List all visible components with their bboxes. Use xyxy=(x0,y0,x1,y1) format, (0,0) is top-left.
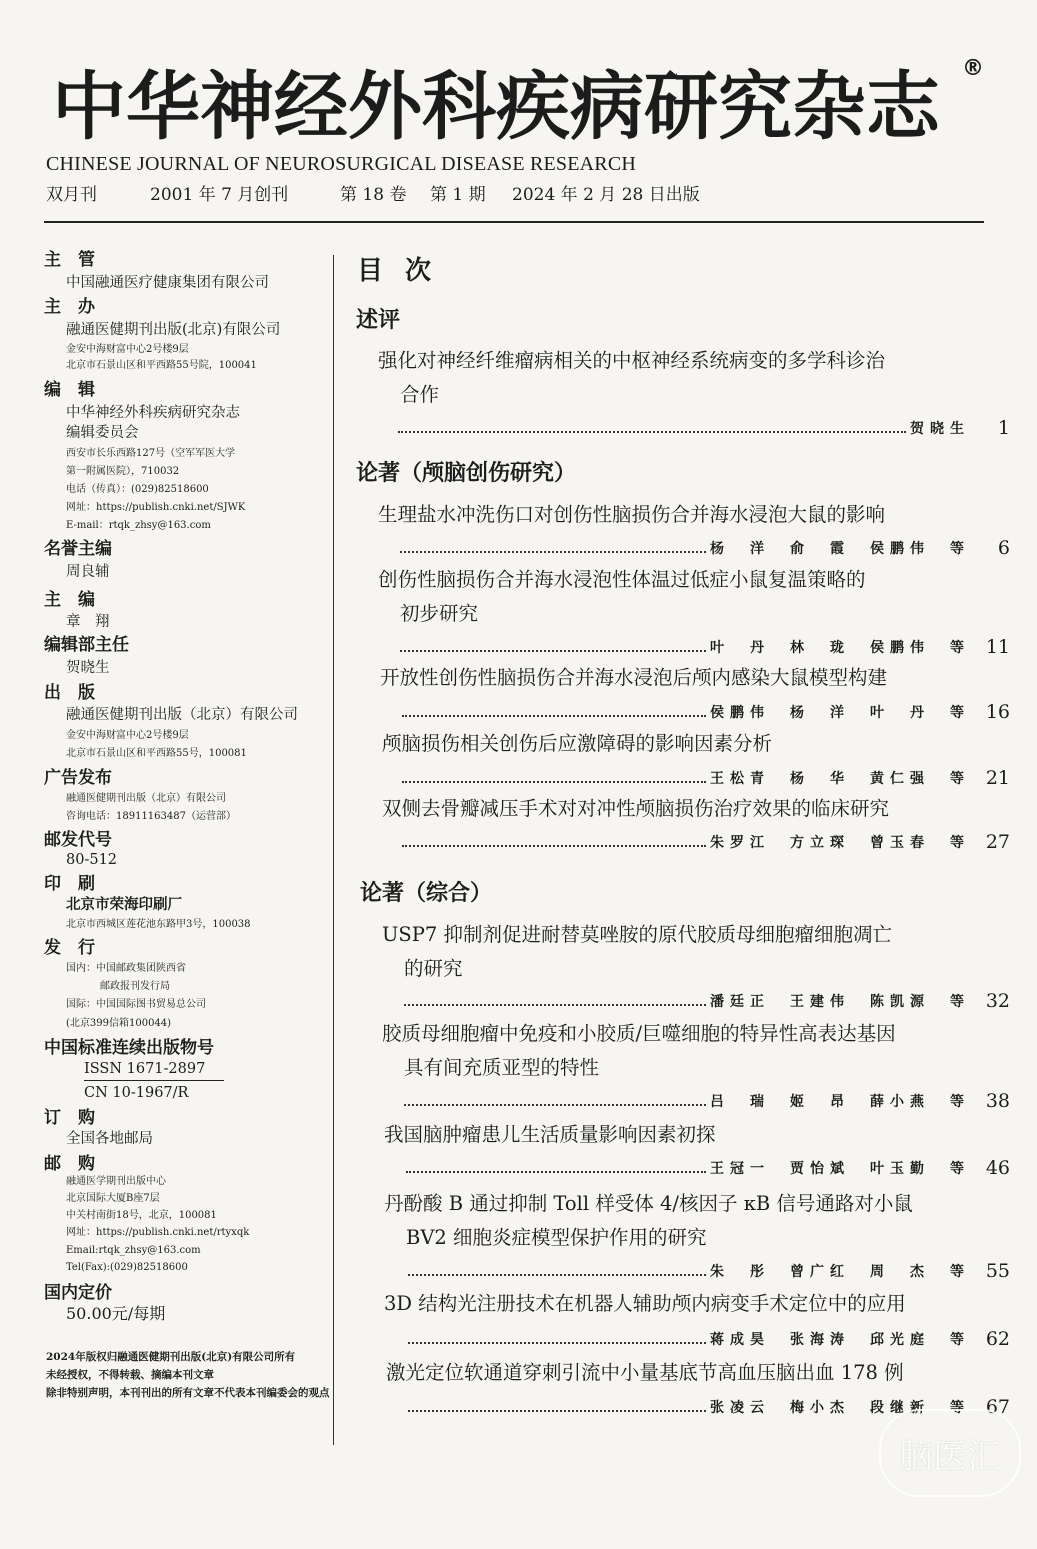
section-heading: 述评 xyxy=(356,308,401,333)
dot-leader xyxy=(408,1410,706,1412)
postcode-heading: 邮发代号 xyxy=(44,830,112,850)
editor-website: 网址：https://publish.cnki.net/SJWK xyxy=(66,502,246,513)
article-title-line-1: 我国脑肿瘤患儿生活质量影响因素初探 xyxy=(384,1123,716,1146)
article-title-line-1: 激光定位软通道穿刺引流中小量基底节高血压脑出血 178 例 xyxy=(386,1361,904,1384)
mail-order-value-6: Tel(Fax):(029)82518600 xyxy=(66,1262,188,1273)
dot-leader xyxy=(404,1104,706,1106)
dot-leader xyxy=(404,1004,706,1006)
article-authors: 叶 丹 林 珑 侯鹏伟 等 xyxy=(710,640,970,656)
article-page-number[interactable]: 1 xyxy=(997,417,1010,439)
registered-trademark-mark: ® xyxy=(962,56,984,81)
article-page-number[interactable]: 67 xyxy=(985,1396,1010,1418)
article-title[interactable] xyxy=(380,661,887,695)
article-authors: 朱罗江 方立琛 曾玉春 等 xyxy=(710,835,970,851)
article-title-line-2: 合作 xyxy=(400,383,440,406)
journal-title-english: CHINESE JOURNAL OF NEUROSURGICAL DISEASE RESEARCH xyxy=(46,153,637,175)
dot-leader xyxy=(400,650,706,652)
column-divider xyxy=(333,255,334,1445)
copyright-line-2: 未经授权，不得转载、摘编本刊文章 xyxy=(46,1369,214,1381)
publisher-value: 融通医健期刊出版（北京）有限公司 xyxy=(66,707,298,723)
honorary-editor-heading: 名誉主编 xyxy=(44,539,112,559)
pub-frequency: 双月刊 xyxy=(46,185,97,205)
mail-order-value-4: 网址：https://publish.cnki.net/rtyxqk xyxy=(66,1227,250,1238)
article-title[interactable] xyxy=(384,1287,906,1321)
editorial-director-heading: 编辑部主任 xyxy=(44,635,129,655)
publisher-heading: 出 版 xyxy=(44,683,95,703)
article-byline xyxy=(408,1255,1010,1283)
honorary-editor-value: 周良辅 xyxy=(66,564,110,580)
editor-phone: 电话（传真）：(029)82518600 xyxy=(66,484,209,495)
article-title-line-1: 颅脑损伤相关创伤后应激障碍的影响因素分析 xyxy=(382,732,773,755)
ads-value-1: 融通医健期刊出版（北京）有限公司 xyxy=(66,793,226,804)
sponsor-value: 融通医健期刊出版(北京)有限公司 xyxy=(66,322,281,338)
article-title[interactable] xyxy=(382,792,889,826)
article-title-line-2: 初步研究 xyxy=(400,602,479,625)
mail-order-value-2: 北京国际大厦B座7层 xyxy=(66,1193,160,1204)
article-authors: 王冠一 贾怡斌 叶玉勤 等 xyxy=(710,1161,970,1177)
dot-leader xyxy=(398,431,906,433)
sponsor-address-1: 金安中海财富中心2号楼9层 xyxy=(66,344,189,355)
sponsor-address-2: 北京市石景山区和平西路55号院，100041 xyxy=(66,360,257,371)
toc-heading: 目次 xyxy=(357,256,454,286)
article-byline xyxy=(398,412,1010,440)
section-heading: 论著（颅脑创伤研究） xyxy=(356,461,577,486)
article-title[interactable] xyxy=(382,1017,896,1085)
dot-leader xyxy=(400,551,706,553)
watermark-logo: 脑医汇 xyxy=(879,1409,1021,1497)
article-title[interactable] xyxy=(384,1118,716,1152)
pub-founded: 2001 年 7 月创刊 xyxy=(150,185,289,205)
dot-leader xyxy=(402,845,706,847)
article-page-number[interactable]: 62 xyxy=(985,1328,1010,1350)
article-byline xyxy=(406,1152,1010,1180)
editor-address-1: 西安市长乐西路127号（空军军医大学 xyxy=(66,448,236,459)
sponsor-heading: 主 办 xyxy=(44,297,95,317)
copyright-line-3: 除非特别声明，本刊刊出的所有文章不代表本刊编委会的观点 xyxy=(46,1387,330,1399)
copyright-line-1: 2024年版权归融通医健期刊出版(北京)有限公司所有 xyxy=(46,1351,296,1363)
article-byline xyxy=(400,631,1010,659)
article-page-number[interactable]: 38 xyxy=(985,1090,1010,1112)
article-title-line-1: 强化对神经纤维瘤病相关的中枢神经系统病变的多学科诊治 xyxy=(378,349,886,372)
order-heading: 订 购 xyxy=(44,1108,95,1128)
article-byline xyxy=(408,1323,1010,1351)
dot-leader xyxy=(406,1171,706,1173)
supervisor-value: 中国融通医疗健康集团有限公司 xyxy=(66,275,269,291)
article-title-line-2: 具有间充质亚型的特性 xyxy=(404,1056,600,1079)
printer-address: 北京市西城区莲花池东路甲3号，100038 xyxy=(66,919,251,930)
article-page-number[interactable]: 32 xyxy=(985,990,1010,1012)
article-authors: 朱 彤 曾广红 周 杰 等 xyxy=(710,1264,970,1280)
distribution-value-3: 国际：中国国际图书贸易总公司 xyxy=(66,999,206,1010)
article-authors: 张凌云 梅小杰 段继新 等 xyxy=(710,1400,970,1416)
masthead-rule xyxy=(44,221,984,223)
article-byline xyxy=(404,1085,1010,1113)
dot-leader xyxy=(402,715,706,717)
article-byline xyxy=(402,826,1010,854)
issn-value: ISSN 1671-2897 xyxy=(84,1059,224,1081)
article-authors: 杨 洋 俞 霞 侯鹏伟 等 xyxy=(710,541,970,557)
price-value: 50.00元/每期 xyxy=(66,1304,166,1323)
article-title-line-2: 的研究 xyxy=(404,957,463,980)
article-byline xyxy=(402,762,1010,790)
article-title[interactable] xyxy=(378,344,885,412)
mail-order-heading: 邮 购 xyxy=(44,1154,95,1174)
journal-title-chinese: 中华神经外科疾病研究杂志 xyxy=(52,64,940,150)
article-title-line-1: USP7 抑制剂促进耐替莫唑胺的原代胶质母细胞瘤细胞凋亡 xyxy=(382,923,893,946)
editor-value-2: 编辑委员会 xyxy=(66,425,139,441)
pub-date: 2024 年 2 月 28 日出版 xyxy=(512,185,700,205)
editor-email: E-mail：rtqk_zhsy@163.com xyxy=(66,520,211,531)
article-title[interactable] xyxy=(382,918,892,986)
article-title-line-1: 丹酚酸 B 通过抑制 Toll 样受体 4/核因子 κB 信号通路对小鼠 xyxy=(384,1192,913,1215)
article-page-number[interactable]: 16 xyxy=(985,701,1010,723)
distribution-heading: 发 行 xyxy=(44,938,95,958)
editorial-director-value: 贺晓生 xyxy=(66,660,110,676)
section-heading: 论著（综合） xyxy=(360,881,493,906)
pub-volume: 第 18 卷 xyxy=(340,185,407,205)
article-page-number[interactable]: 21 xyxy=(985,767,1010,789)
article-byline xyxy=(400,532,1010,560)
article-authors: 蒋成昊 张海涛 邱光庭 等 xyxy=(710,1332,970,1348)
distribution-value-4: (北京399信箱100044) xyxy=(66,1018,172,1029)
chief-editor-value: 章 翔 xyxy=(66,614,110,630)
cn-value: CN 10-1967/R xyxy=(84,1085,189,1101)
article-title[interactable] xyxy=(382,727,772,761)
dot-leader xyxy=(402,781,706,783)
publisher-address-1: 金安中海财富中心2号楼9层 xyxy=(66,730,189,741)
editor-heading: 编 辑 xyxy=(44,380,95,400)
article-title-line-1: 生理盐水冲洗伤口对创伤性脑损伤合并海水浸泡大鼠的影响 xyxy=(378,503,886,526)
article-authors: 王松青 杨 华 黄仁强 等 xyxy=(710,771,970,787)
publisher-address-2: 北京市石景山区和平西路55号，100081 xyxy=(66,748,247,759)
article-authors: 贺晓生 xyxy=(910,421,970,437)
article-title[interactable] xyxy=(378,563,866,631)
serial-number-heading: 中国标准连续出版物号 xyxy=(44,1038,214,1058)
article-title[interactable] xyxy=(386,1356,904,1390)
editor-value-1: 中华神经外科疾病研究杂志 xyxy=(66,405,240,421)
article-byline xyxy=(402,696,1010,724)
printer-value: 北京市荣海印刷厂 xyxy=(66,897,182,913)
article-authors: 侯鹏伟 杨 洋 叶 丹 等 xyxy=(710,705,970,721)
article-byline xyxy=(404,985,1010,1013)
ads-heading: 广告发布 xyxy=(44,768,112,788)
chief-editor-heading: 主 编 xyxy=(44,590,95,610)
article-authors: 吕 瑞 姬 昂 薛小燕 等 xyxy=(710,1094,970,1110)
article-title[interactable] xyxy=(384,1187,913,1255)
order-value: 全国各地邮局 xyxy=(66,1131,153,1147)
mail-order-value-3: 中关村南街18号，北京，100081 xyxy=(66,1210,217,1221)
mail-order-value-1: 融通医学期刊出版中心 xyxy=(66,1176,166,1187)
editor-address-2: 第一附属医院），710032 xyxy=(66,466,180,477)
article-page-number[interactable]: 27 xyxy=(985,831,1010,853)
article-title-line-1: 3D 结构光注册技术在机器人辅助颅内病变手术定位中的应用 xyxy=(384,1292,906,1315)
distribution-value-2: 邮政报刊发行局 xyxy=(100,981,170,992)
ads-value-2: 咨询电话：18911163487（运营部） xyxy=(66,811,236,822)
distribution-value-1: 国内：中国邮政集团陕西省 xyxy=(66,963,186,974)
article-title[interactable] xyxy=(378,498,885,532)
printer-heading: 印 刷 xyxy=(44,874,95,894)
article-page-number[interactable]: 6 xyxy=(997,537,1010,559)
article-page-number[interactable]: 55 xyxy=(985,1260,1010,1282)
dot-leader xyxy=(408,1342,706,1344)
article-page-number[interactable]: 11 xyxy=(985,636,1010,658)
article-title-line-2: BV2 细胞炎症模型保护作用的研究 xyxy=(406,1226,707,1249)
dot-leader xyxy=(408,1274,706,1276)
article-title-line-1: 双侧去骨瓣减压手术对对冲性颅脑损伤治疗效果的临床研究 xyxy=(382,797,890,820)
mail-order-value-5: Email:rtqk_zhsy@163.com xyxy=(66,1245,201,1256)
article-title-line-1: 胶质母细胞瘤中免疫和小胶质/巨噬细胞的特异性高表达基因 xyxy=(382,1022,896,1045)
article-authors: 潘廷正 王建伟 陈凯源 等 xyxy=(710,994,970,1010)
article-title-line-1: 开放性创伤性脑损伤合并海水浸泡后颅内感染大鼠模型构建 xyxy=(380,666,888,689)
article-title-line-1: 创伤性脑损伤合并海水浸泡性体温过低症小鼠复温策略的 xyxy=(378,568,866,591)
price-heading: 国内定价 xyxy=(44,1283,112,1303)
supervisor-heading: 主 管 xyxy=(44,250,95,270)
postcode-value: 80-512 xyxy=(66,852,118,868)
article-page-number[interactable]: 46 xyxy=(985,1157,1010,1179)
pub-issue: 第 1 期 xyxy=(430,185,486,205)
